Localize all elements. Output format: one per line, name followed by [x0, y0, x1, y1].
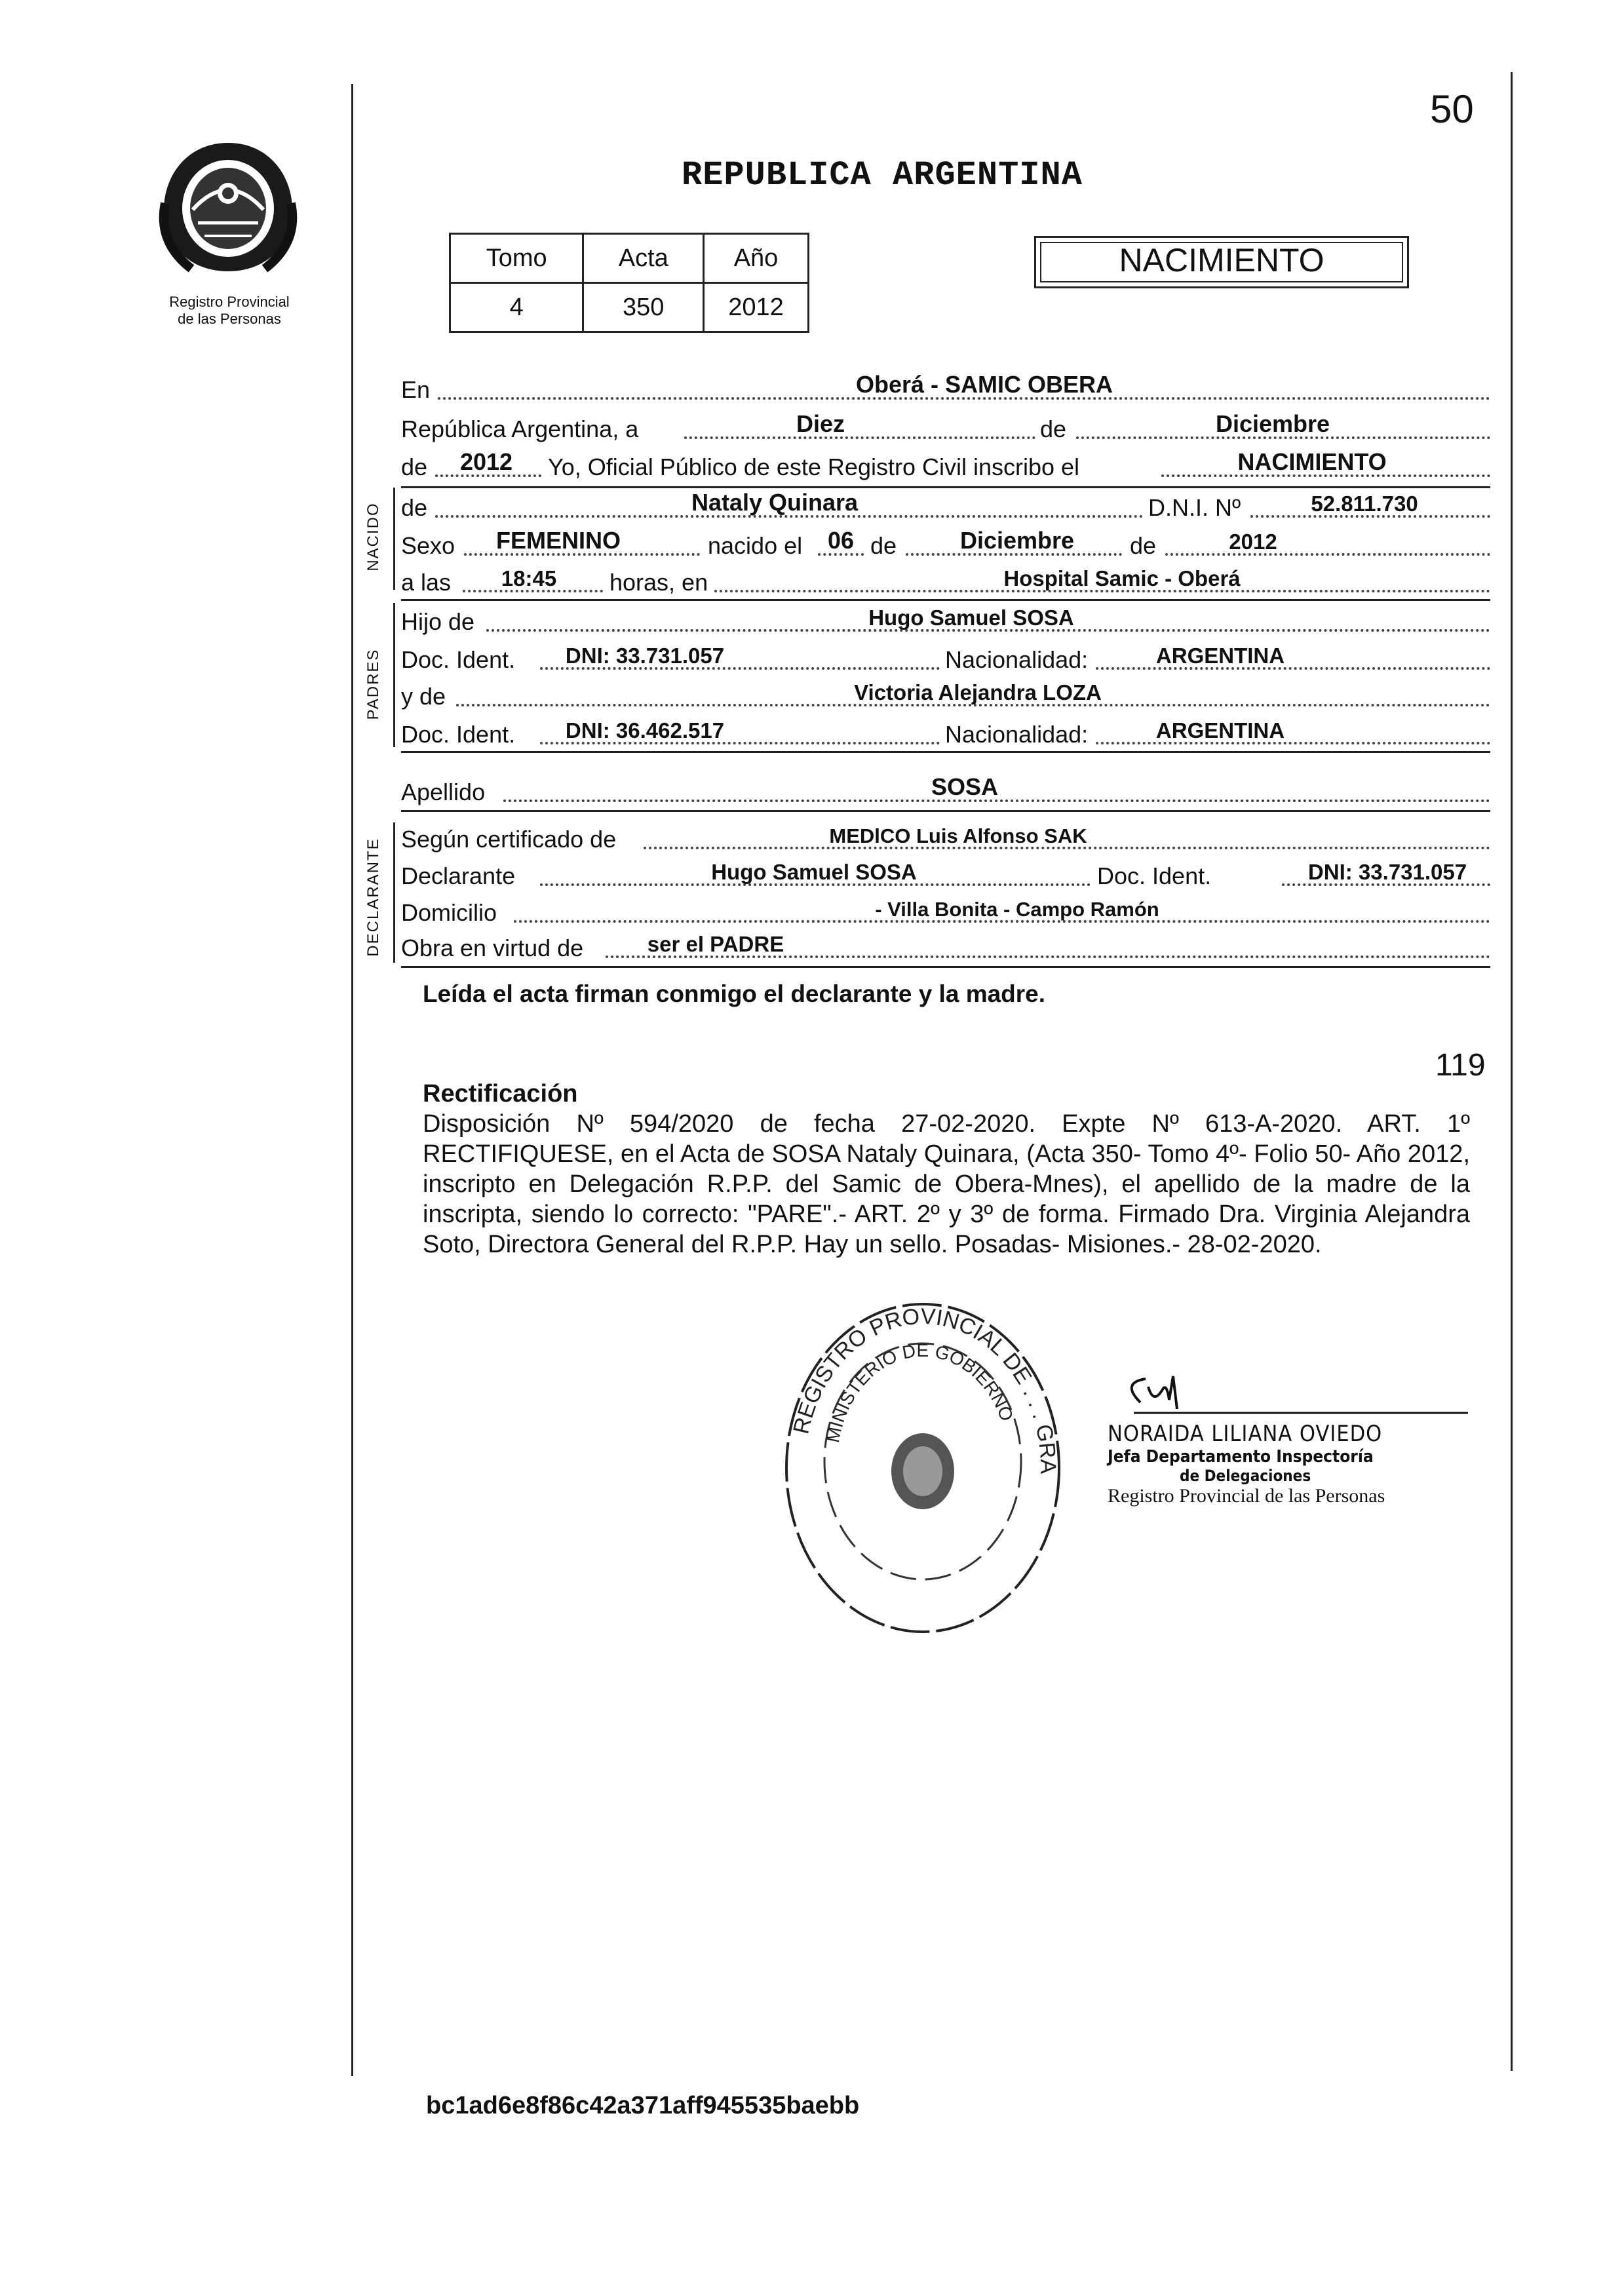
official-block [1108, 1421, 1461, 1507]
seal-icon [152, 131, 304, 283]
book-table-header-row [450, 234, 809, 283]
child-name-value: Nataly Quinara [691, 489, 859, 516]
stamp-inner-text: MINISTERIO DE GOBIERNO [822, 1340, 1018, 1444]
book-header-acta: Acta [583, 234, 704, 283]
sexo-label: Sexo [401, 532, 455, 559]
official-title-line1: Jefa Departamento Inspectoría [1108, 1447, 1374, 1467]
form-row-place [401, 371, 1490, 408]
surname-value: SOSA [931, 773, 999, 800]
mother-doc-value: DNI: 36.462.517 [565, 718, 725, 742]
page-title: REPUBLICA ARGENTINA [682, 156, 1083, 195]
form-row-date [401, 410, 1490, 447]
domicile-value: - Villa Bonita - Campo Ramón [875, 898, 1159, 921]
section-label-declarante: DECLARANTE [364, 838, 382, 957]
section-divider [401, 751, 1490, 753]
day-value: Diez [796, 410, 845, 437]
form-row-father-doc [401, 641, 1490, 678]
de-name-label: de [401, 494, 428, 521]
form-row-mother [401, 678, 1490, 714]
stamp-ring-text: REGISTRO PROVINCIAL DE . . . GRA [788, 1303, 1061, 1475]
section-label-nacido: NACIDO [364, 502, 382, 571]
signature-mark [1114, 1370, 1468, 1422]
horas-en-label: horas, en [609, 569, 708, 596]
book-reference-table [449, 233, 809, 333]
birth-time-value: 18:45 [501, 566, 557, 590]
document-hash: bc1ad6e8f86c42a371aff945535baebb [426, 2092, 860, 2119]
republica-label: República Argentina, a [401, 415, 639, 442]
registry-caption [131, 294, 328, 328]
hijo-de-label: Hijo de [401, 608, 475, 635]
book-header-tomo: Tomo [450, 234, 583, 283]
mother-name-value: Victoria Alejandra LOZA [854, 680, 1102, 704]
signature-sentence: Leída el acta firman conmigo el declarante y la madre. [423, 980, 1046, 1007]
form-row-time [401, 564, 1490, 600]
dni-label: D.N.I. Nº [1148, 494, 1241, 521]
mother-nationality-value: ARGENTINA [1155, 718, 1285, 742]
en-label: En [401, 376, 431, 403]
obra-label: Obra en virtud de [401, 935, 584, 961]
official-title-line3: Registro Provincial de las Personas [1108, 1485, 1385, 1507]
place-value: Oberá - SAMIC OBERA [855, 371, 1113, 398]
declarante-label: Declarante [401, 862, 516, 889]
signature-icon [1114, 1370, 1468, 1422]
form-row-sex [401, 527, 1490, 564]
rectification-number: 119 [1435, 1048, 1486, 1083]
birth-day-value: 06 [827, 527, 855, 554]
father-name-value: Hugo Samuel SOSA [868, 606, 1074, 630]
book-value-acta: 350 [583, 283, 704, 332]
de-birth-month-label: de [870, 532, 897, 559]
official-name: NORAIDA LILIANA OVIEDO [1108, 1421, 1383, 1447]
form-row-name [401, 489, 1490, 526]
form-row-year [401, 448, 1490, 485]
book-value-anio: 2012 [704, 283, 809, 332]
sex-value: FEMENINO [495, 527, 621, 554]
father-nationality-label: Nacionalidad: [945, 646, 1089, 673]
virtue-value: ser el PADRE [647, 932, 784, 956]
form-row-virtue [401, 929, 1490, 966]
right-margin-line [1511, 72, 1513, 2071]
form-row-certificate [401, 820, 1490, 857]
section-bracket-padres [393, 603, 395, 747]
father-doc-value: DNI: 33.731.057 [565, 644, 725, 668]
section-divider [401, 486, 1490, 488]
section-divider [401, 599, 1490, 601]
y-de-label: y de [401, 683, 446, 710]
de-birth-year-label: de [1130, 532, 1157, 559]
section-divider [401, 966, 1490, 968]
section-divider [401, 810, 1490, 812]
form-row-declarant [401, 857, 1490, 894]
registry-caption-line2: de las Personas [178, 311, 281, 327]
mother-doc-label: Doc. Ident. [401, 721, 516, 748]
segun-label: Según certificado de [401, 826, 617, 853]
form-row-domicile [401, 894, 1490, 931]
form-row-surname [401, 773, 1490, 810]
rectification-heading: Rectificación [423, 1080, 578, 1108]
official-title-line2: de Delegaciones [1180, 1467, 1311, 1485]
act-kind-value: NACIMIENTO [1237, 448, 1387, 475]
section-bracket-nacido [393, 488, 395, 590]
page-number: 50 [1430, 87, 1474, 131]
de-year-label: de [401, 453, 428, 480]
declarant-doc-label: Doc. Ident. [1097, 862, 1212, 889]
child-dni-value: 52.811.730 [1311, 492, 1418, 516]
section-bracket-declarante [393, 822, 395, 963]
month-value: Diciembre [1215, 410, 1330, 437]
left-margin-line [351, 84, 353, 2076]
section-label-padres: PADRES [364, 648, 382, 720]
nacido-el-label: nacido el [708, 532, 803, 559]
apellido-label: Apellido [401, 779, 486, 805]
act-type-box [1034, 236, 1409, 288]
form-row-mother-doc [401, 716, 1490, 752]
book-header-anio: Año [704, 234, 809, 283]
official-stamp [779, 1298, 1067, 1638]
a-las-label: a las [401, 569, 452, 596]
birth-month-value: Diciembre [959, 527, 1075, 554]
registry-caption-line1: Registro Provincial [169, 294, 290, 310]
registry-logo [152, 131, 304, 283]
year-value: 2012 [459, 448, 513, 475]
de-label: de [1040, 415, 1067, 442]
father-nationality-value: ARGENTINA [1155, 644, 1285, 668]
act-type-label: NACIMIENTO [1119, 242, 1324, 279]
birth-place-value: Hospital Samic - Oberá [1003, 566, 1241, 590]
certificate-value: MEDlCO Luis Alfonso SAK [829, 824, 1087, 847]
declarant-doc-value: DNI: 33.731.057 [1307, 860, 1467, 884]
inscribo-text: Yo, Oficial Público de este Registro Civil inscribo el [548, 453, 1080, 480]
mother-nationality-label: Nacionalidad: [945, 721, 1089, 748]
birth-year-value: 2012 [1229, 530, 1277, 554]
form-row-father [401, 603, 1490, 640]
father-doc-label: Doc. Ident. [401, 646, 516, 673]
declarant-value: Hugo Samuel SOSA [711, 860, 917, 884]
stamp-icon [779, 1298, 1067, 1638]
book-value-tomo: 4 [450, 283, 583, 332]
rectification-body: Disposición Nº 594/2020 de fecha 27-02-2020. Expte Nº 613-A-2020. ART. 1º RECTIFIQUESE, en el Acta de SOSA Nataly Quinara, (Acta 350- Tomo 4º- Folio 50- Año 2012, inscripto en Delegación R.P.P. del Samic de Obera-Mnes), el apellido de la madre de la inscripta, siendo lo correcto: "PARE".- ART. 2º y 3º de forma. Firmado Dra. Virginia Alejandra Soto, Directora General del R.P.P. Hay un sello. Posadas- Misiones.- 28-02-2020. [423, 1110, 1470, 1258]
domicilio-label: Domicilio [401, 899, 497, 926]
book-table-value-row [450, 283, 809, 332]
